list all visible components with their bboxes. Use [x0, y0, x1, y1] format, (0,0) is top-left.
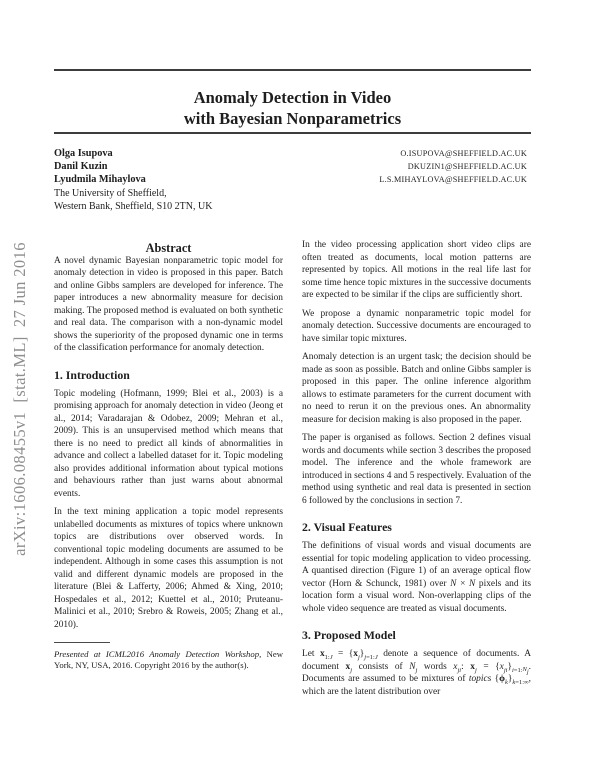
body-paragraph: The paper is organised as follows. Section 2 defines visual words and documents while section 3 describes the proposed model. The inference and the whole framework are introduced in sections 4 and 5 respectively. Evaluation of the method using synthetic and real data is presented in section 6 followed by the conclusions in section 7.: [302, 433, 531, 506]
left-column: [54, 237, 283, 698]
author-row: [54, 173, 527, 186]
visual-features-paragraph: The definitions of visual words and visual documents are essential for topic modeling application to video processing. A quantised direction (Figure 1) of an average optical flow vector (Horn & Schunck, 1981) over N × N pixels and its location form a visual word. Non-overlapping clips of the whole video sequence are treated as visual documents.: [302, 541, 532, 614]
footnote: [54, 642, 283, 672]
arxiv-watermark: arXiv:1606.08455v1 [stat.ML] 27 Jun 2016: [10, 242, 29, 556]
body-paragraph: Anomaly detection is an urgent task; the decision should be made as soon as possible. Batch and online Gibbs sampler is proposed in this paper. The online inference algorithm allows to estimate parameters for the current document with no need to rerun it on the previous ones. An abnormality measure for decision making is also proposed in the paper.: [302, 352, 531, 425]
affiliation-line: Western Bank, Sheffield, S10 2TN, UK: [54, 201, 213, 212]
author-email: O.ISUPOVA@SHEFFIELD.AC.UK: [400, 149, 527, 158]
right-column: [302, 237, 531, 698]
section-heading-introduction: 1. Introduction: [54, 367, 130, 382]
body-paragraph: We propose a dynamic nonparametric topic model for anomaly detection. Successive documents are encouraged to have similar topic mixtures.: [302, 308, 531, 344]
author-name: Danil Kuzin: [54, 161, 108, 172]
author-email: DKUZIN1@SHEFFIELD.AC.UK: [407, 162, 527, 171]
introduction-paragraph: Topic modeling (Hofmann, 1999; Blei et al., 2003) is a promising approach for anomaly detection in video (Jeong et al., 2014; Varadarajan & Odobez, 2009; Mehran et al., 2009). This is an unsupervised method which means that there is no need to predict all kinds of abnormalities in advance and collect a labelled dataset for it. Topic modeling also provides additional information about typical motions and behaviours rather than just warns about abnormal events.: [54, 388, 283, 499]
abstract-heading: Abstract: [145, 241, 192, 255]
paper-title: [54, 87, 531, 129]
footnote-rule: [54, 642, 110, 643]
affiliation-line: The University of Sheffield,: [54, 188, 167, 199]
proposed-model-paragraph: Let $x_{1:J} = \{x_j\}_{j=1:J}$ denote a sequence of documents. A document $x_j$ consists of $N_j$ words $x_{ji}$: $x_j = \{x_{ji}\}_{i=1:N_j}$. Documents are assumed to be mixtures of topics $\{\phi_k\}_{k=1:\infty}$, which are the latent distribution over: [302, 649, 532, 697]
body-paragraph: In the video processing application short video clips are often treated as documents, local motion patterns are represented by topics. All motions in the real life last for some time hence topic mixtures in the successive documents are expected to be similar if the clips are sufficiently short.: [302, 240, 531, 300]
author-name: Olga Isupova: [54, 148, 113, 159]
author-name: Lyudmila Mihaylova: [54, 174, 146, 185]
header-rule-top: [54, 69, 531, 71]
author-block: [54, 147, 527, 213]
paper-title-line1: Anomaly Detection in Video: [193, 88, 392, 107]
header-rule-bottom: [54, 132, 531, 134]
footnote-text: Presented at ICML2016 Anomaly Detection Workshop, New York, NY, USA, 2016. Copyright 2016 by the author(s).: [54, 649, 284, 671]
abstract-text: A novel dynamic Bayesian nonparametric topic model for anomaly detection in video is proposed in this paper. Batch and online Gibbs samplers are developed for inference. The paper introduces a new abnormality measure for decision making. The proposed method is evaluated on both synthetic and real data. The comparison with a non-dynamic model shows the superiority of the proposed dynamic one in terms of the classification performance for anomaly detection.: [54, 255, 283, 353]
author-row: [54, 147, 527, 160]
two-column-body: [54, 237, 531, 698]
author-email: L.S.MIHAYLOVA@SHEFFIELD.AC.UK: [379, 175, 527, 184]
paper-title-line2: with Bayesian Nonparametrics: [183, 109, 402, 128]
introduction-paragraph: In the text mining application a topic model represents unlabelled documents as mixtures of topics where unknown topics are distributions over observed words. In conventional topic modeling documents are assumed to be independent. Although in some cases this assumption is not valid and different dynamic models are proposed in the literature (Blei & Lafferty, 2006; Ahmed & Xing, 2010; Hospedales et al., 2012; Kuettel et al., 2010; Pruteanu-Malinici et al., 2010; Srebro & Roweis, 2005; Zhang et al., 2010).: [54, 507, 283, 630]
section-heading-visual-features: 2. Visual Features: [302, 520, 392, 534]
section-heading-proposed-model: 3. Proposed Model: [302, 628, 396, 642]
author-row: [54, 160, 527, 173]
